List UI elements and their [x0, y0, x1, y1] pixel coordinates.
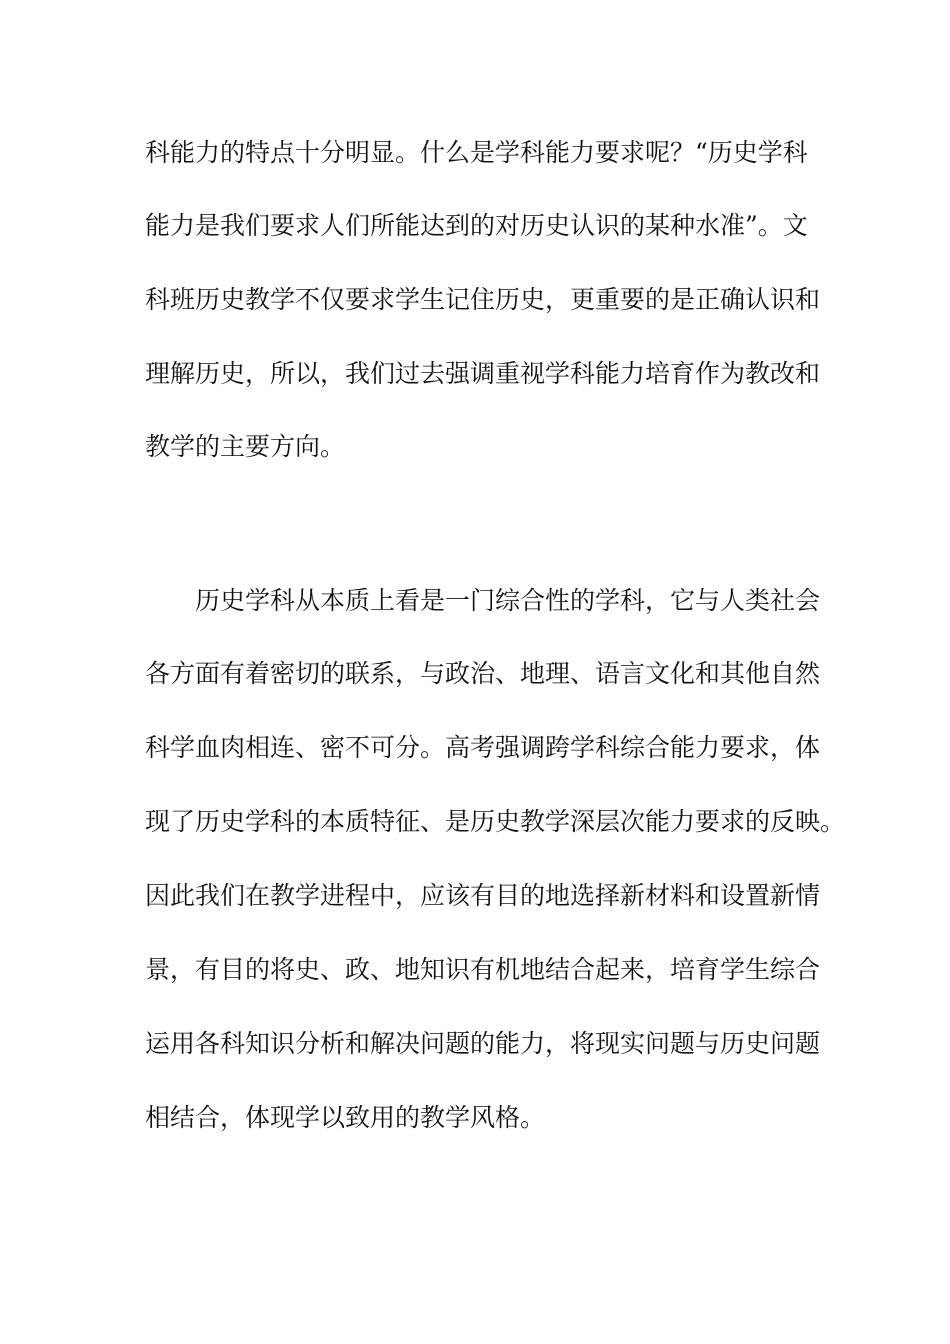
paragraph-line: 科班历史教学不仅要求学生记住历史，更重要的是正确认识和	[145, 285, 821, 314]
paragraph-line: 因此我们在教学进程中，应该有目的地选择新材料和设置新情	[145, 881, 821, 910]
paragraph-line: 现了历史学科的本质特征、是历史教学深层次能力要求的反映。	[145, 807, 846, 836]
paragraph-line: 相结合，体现学以致用的教学风格。	[145, 1103, 546, 1132]
paragraph-line: 教学的主要方向。	[145, 432, 346, 461]
paragraph-line: 历史学科从本质上看是一门综合性的学科，它与人类社会	[195, 586, 821, 615]
paragraph-line: 理解历史，所以，我们过去强调重视学科能力培育作为教改和	[145, 359, 821, 388]
paragraph-line: 能力是我们要求人们所能达到的对历史认识的某种水准”。文	[145, 211, 808, 240]
paragraph-line: 各方面有着密切的联系，与政治、地理、语言文化和其他自然	[145, 659, 821, 688]
paragraph-line: 科能力的特点十分明显。什么是学科能力要求呢？“历史学科	[145, 138, 808, 167]
paragraph-line: 科学血肉相连、密不可分。高考强调跨学科综合能力要求，体	[145, 733, 821, 762]
paragraph-line: 景，有目的将史、政、地知识有机地结合起来，培育学生综合	[145, 955, 821, 984]
paragraph-line: 运用各科知识分析和解决问题的能力，将现实问题与历史问题	[145, 1029, 821, 1058]
